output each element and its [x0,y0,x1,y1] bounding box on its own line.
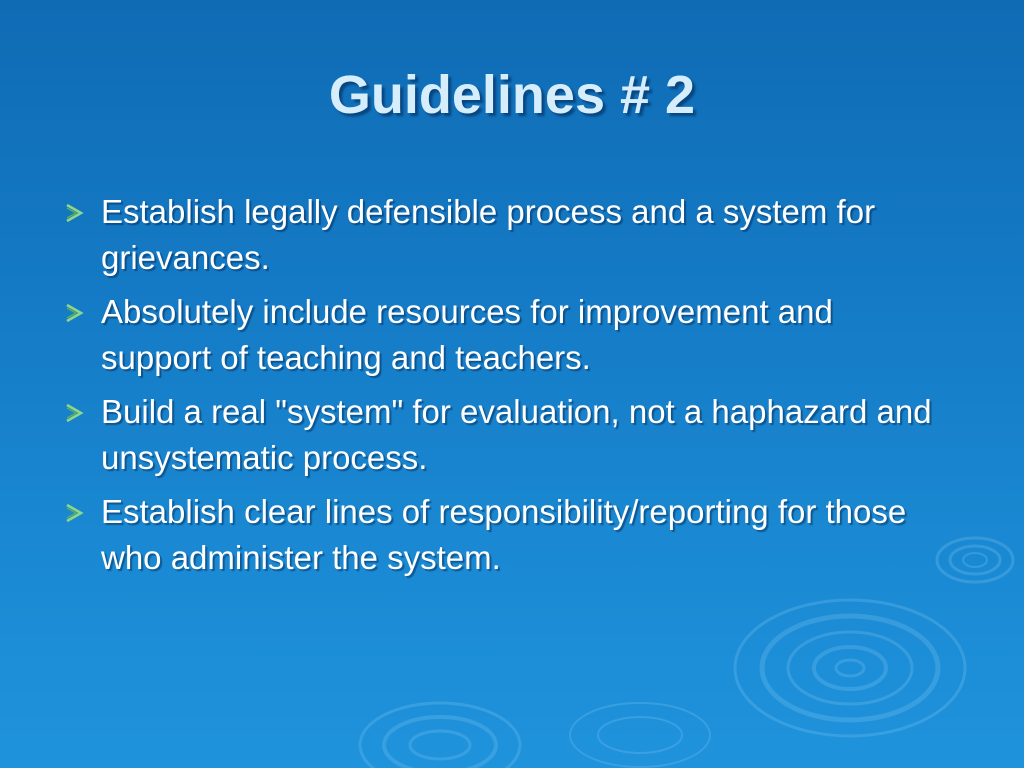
chevron-arrow-icon [64,403,86,423]
chevron-arrow-icon [64,303,86,323]
bullet-text: Absolutely include resources for improvement and support of teaching and teachers. [101,293,833,376]
bullet-text: Build a real "system" for evaluation, not a haphazard and unsystematic process. [101,393,932,476]
bullet-text: Establish clear lines of responsibility/reporting for those who administer the system. [101,493,907,576]
bullet-item [64,489,944,581]
bullet-list [64,189,944,589]
bullet-item [64,389,944,481]
chevron-arrow-icon [64,203,86,223]
bullet-text: Establish legally defensible process and a system for grievances. [101,193,876,276]
slide-title: Guidelines # 2 [328,65,696,125]
chevron-arrow-icon [64,503,86,523]
bullet-item [64,289,944,381]
bullet-item [64,189,944,281]
